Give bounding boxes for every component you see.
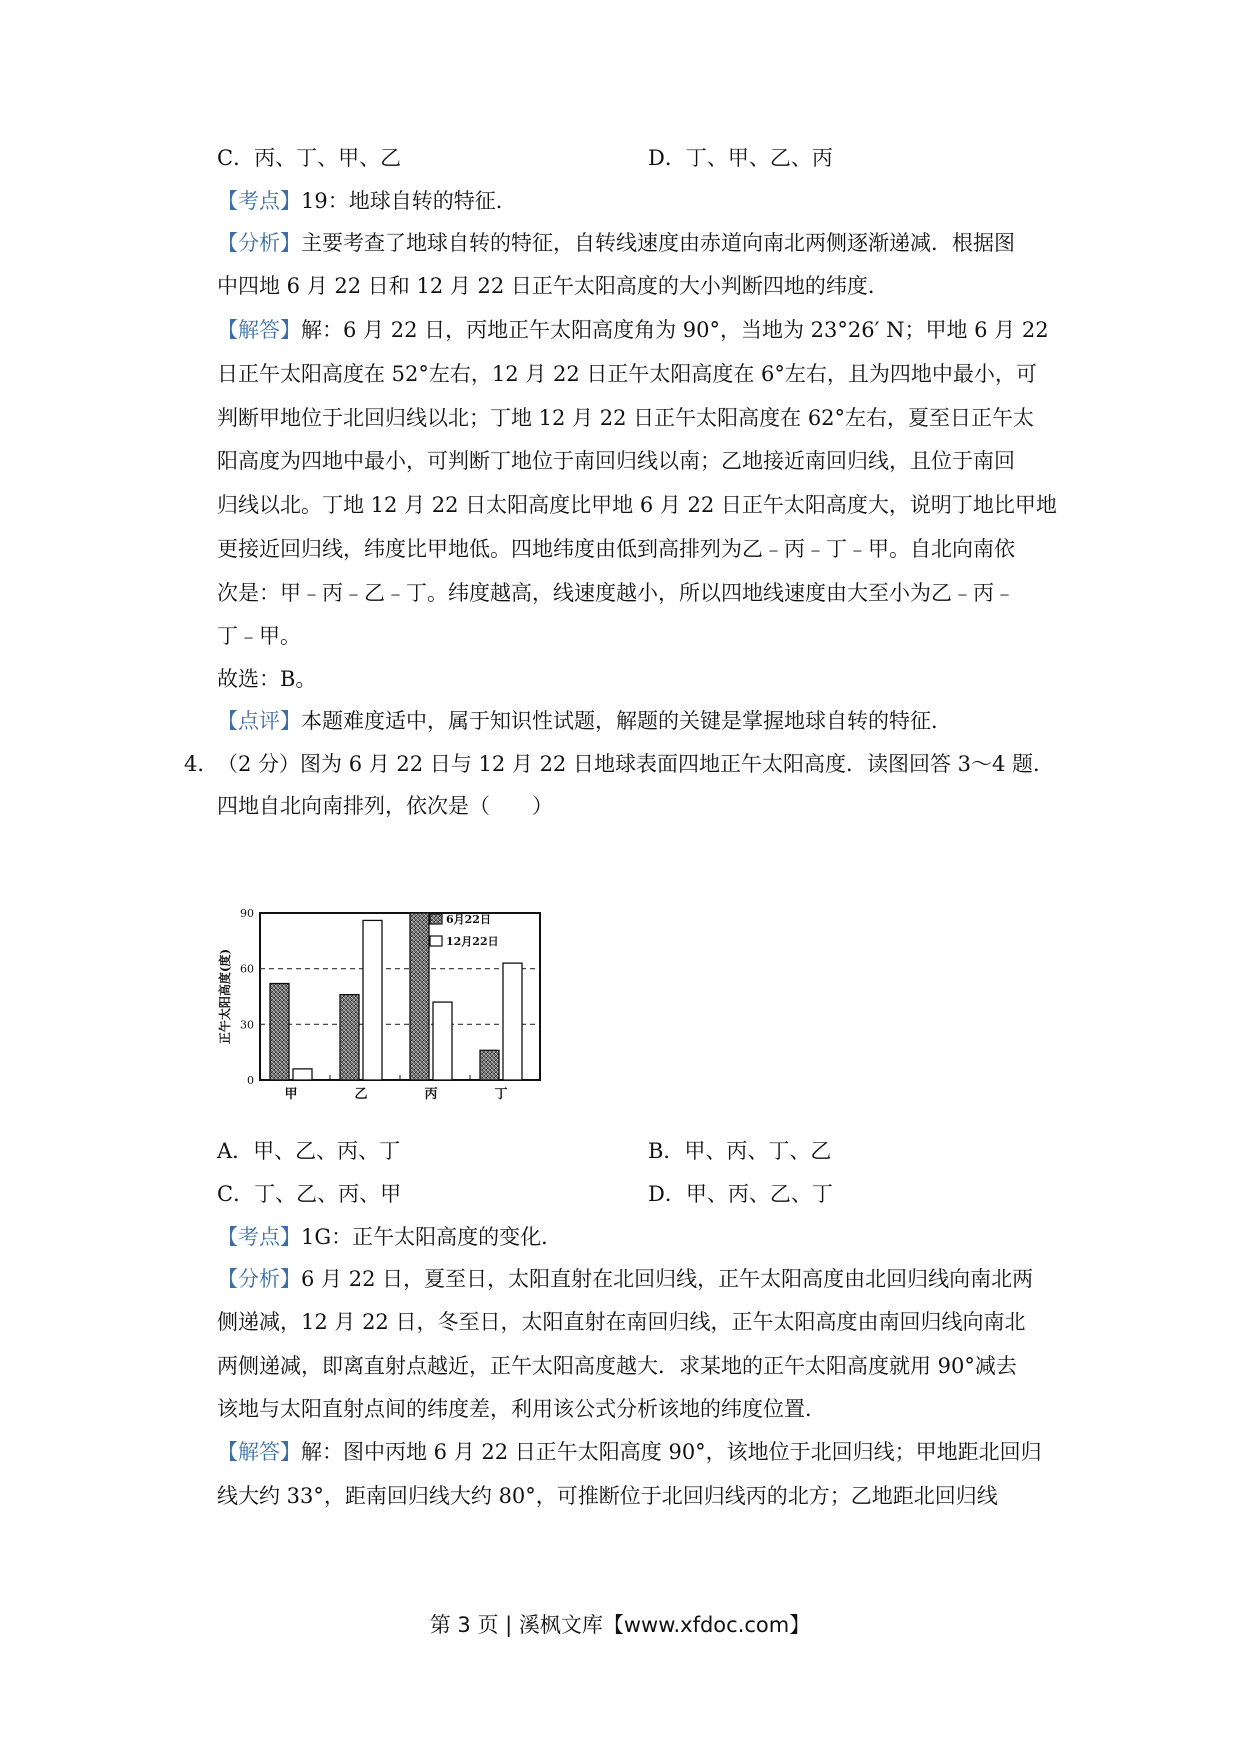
option-d: D．甲、丙、乙、丁 xyxy=(648,1182,833,1206)
jieda-text: 解：图中丙地 6 月 22 日正午太阳高度 90°，该地位于北回归线；甲地距北回归 xyxy=(301,1440,1042,1464)
legend-swatch-1 xyxy=(430,914,442,924)
fenxi-line-2-prev: 中四地 6 月 22 日和 12 月 22 日正午太阳高度的大小判断四地的纬度． xyxy=(217,274,889,298)
fenxi-tag: 【分析】 xyxy=(217,1267,301,1291)
kaodian-line xyxy=(217,1222,1057,1252)
jieda-line-2: 线大约 33°，距南回归线大约 80°，可推断位于北回归线丙的北方；乙地距北回归线 xyxy=(217,1484,998,1508)
bar-jun22-3 xyxy=(410,913,429,1080)
x-tick-label: 乙 xyxy=(354,1087,368,1102)
jieda-tag: 【解答】 xyxy=(217,1440,301,1464)
legend-label-1: 6月22日 xyxy=(446,913,491,926)
fenxi-line-1-prev xyxy=(217,228,1057,258)
jieda-line-5-prev: 归线以北。丁地 12 月 22 日太阳高度比甲地 6 月 22 日正午太阳高度大，说明丁地比甲地 xyxy=(217,493,1057,517)
option-c: C．丁、乙、丙、甲 xyxy=(217,1182,402,1206)
x-tick-label: 甲 xyxy=(284,1087,298,1102)
bar-jun22-2 xyxy=(340,995,359,1080)
fenxi-text: 6 月 22 日，夏至日，太阳直射在北回归线，正午太阳高度由北回归线向南北两 xyxy=(301,1267,1034,1291)
kaodian-line-prev xyxy=(217,186,1057,216)
option-d-prev: D．丁、甲、乙、丙 xyxy=(648,146,833,170)
jieda-line-2-prev: 日正午太阳高度在 52°左右，12 月 22 日正午太阳高度在 6°左右，且为四地中最小，可 xyxy=(217,362,1037,386)
bar-dec22-3 xyxy=(433,1002,452,1080)
fenxi-line-4: 该地与太阳直射点间的纬度差，利用该公式分析该地的纬度位置． xyxy=(217,1397,826,1421)
jieda-line-3-prev: 判断甲地位于北回归线以北；丁地 12 月 22 日正午太阳高度在 62°左右，夏至日正午太 xyxy=(217,406,1035,430)
y-tick-label: 60 xyxy=(240,962,254,976)
question-stem-line-1: （2 分）图为 6 月 22 日与 12 月 22 日地球表面四地正午太阳高度．读图回答 3～4 题． xyxy=(217,752,1055,776)
bar-jun22-1 xyxy=(270,984,289,1080)
jieda-tag: 【解答】 xyxy=(217,318,301,342)
bar-dec22-2 xyxy=(363,920,382,1080)
bar-dec22-1 xyxy=(293,1069,312,1080)
bar-dec22-4 xyxy=(503,963,522,1080)
x-tick-label: 丁 xyxy=(494,1087,508,1102)
jieda-line-7-prev: 次是：甲﹣丙﹣乙﹣丁。纬度越高，线速度越小，所以四地线速度由大至小为乙﹣丙﹣ xyxy=(217,581,1015,605)
page-footer: 第 3 页 | 溪枫文库【www.xfdoc.com】 xyxy=(429,1613,811,1637)
dianping-tag: 【点评】 xyxy=(217,709,301,733)
option-b: B．甲、丙、丁、乙 xyxy=(648,1139,832,1163)
kaodian-tag: 【考点】 xyxy=(217,1225,301,1249)
kaodian-text: 1G：正午太阳高度的变化． xyxy=(301,1225,563,1249)
option-c-prev: C．丙、丁、甲、乙 xyxy=(217,146,402,170)
question-stem-line-2: 四地自北向南排列，依次是（ ） xyxy=(217,794,553,818)
kaodian-text: 19：地球自转的特征． xyxy=(301,189,517,213)
jieda-line-1 xyxy=(217,1437,1057,1467)
question-number: 4． xyxy=(184,752,219,776)
dianping-line-prev xyxy=(217,706,1057,736)
jieda-text: 解：6 月 22 日，丙地正午太阳高度角为 90°，当地为 23°26′ N；甲地 6 月 22 xyxy=(301,318,1049,342)
y-tick-label: 0 xyxy=(247,1074,254,1087)
y-tick-label: 30 xyxy=(240,1018,254,1032)
y-tick-label: 90 xyxy=(240,907,254,920)
fenxi-tag: 【分析】 xyxy=(217,231,301,255)
option-a: A．甲、乙、丙、丁 xyxy=(217,1139,401,1163)
fenxi-line-2: 侧递减，12 月 22 日，冬至日，太阳直射在南回归线，正午太阳高度由南回归线向南北 xyxy=(217,1310,1026,1334)
jieda-line-8-prev: 丁﹣甲。 xyxy=(217,624,301,648)
solar-altitude-bar-chart xyxy=(215,905,585,1120)
jieda-line-1-prev xyxy=(217,315,1057,345)
y-axis-label: 正午太阳高度(度) xyxy=(218,948,232,1045)
jieda-line-6-prev: 更接近回归线，纬度比甲地低。四地纬度由低到高排列为乙﹣丙﹣丁﹣甲。自北向南依 xyxy=(217,537,1015,561)
x-tick-label: 丙 xyxy=(424,1087,438,1102)
fenxi-line-3: 两侧递减，即离直射点越近，正午太阳高度越大．求某地的正午太阳高度就用 90°减去 xyxy=(217,1354,1017,1378)
kaodian-tag: 【考点】 xyxy=(217,189,301,213)
jieda-line-4-prev: 阳高度为四地中最小，可判断丁地位于南回归线以南；乙地接近南回归线，且位于南回 xyxy=(217,449,1015,473)
fenxi-text: 主要考查了地球自转的特征，自转线速度由赤道向南北两侧逐渐递减．根据图 xyxy=(301,231,1015,255)
answer-line-prev: 故选：B。 xyxy=(217,667,317,691)
bar-jun22-4 xyxy=(480,1050,499,1080)
legend-swatch-2 xyxy=(430,936,442,946)
legend-label-2: 12月22日 xyxy=(446,935,499,948)
fenxi-line-1 xyxy=(217,1264,1057,1294)
chart-svg xyxy=(215,905,585,1120)
dianping-text: 本题难度适中，属于知识性试题，解题的关键是掌握地球自转的特征． xyxy=(301,709,952,733)
